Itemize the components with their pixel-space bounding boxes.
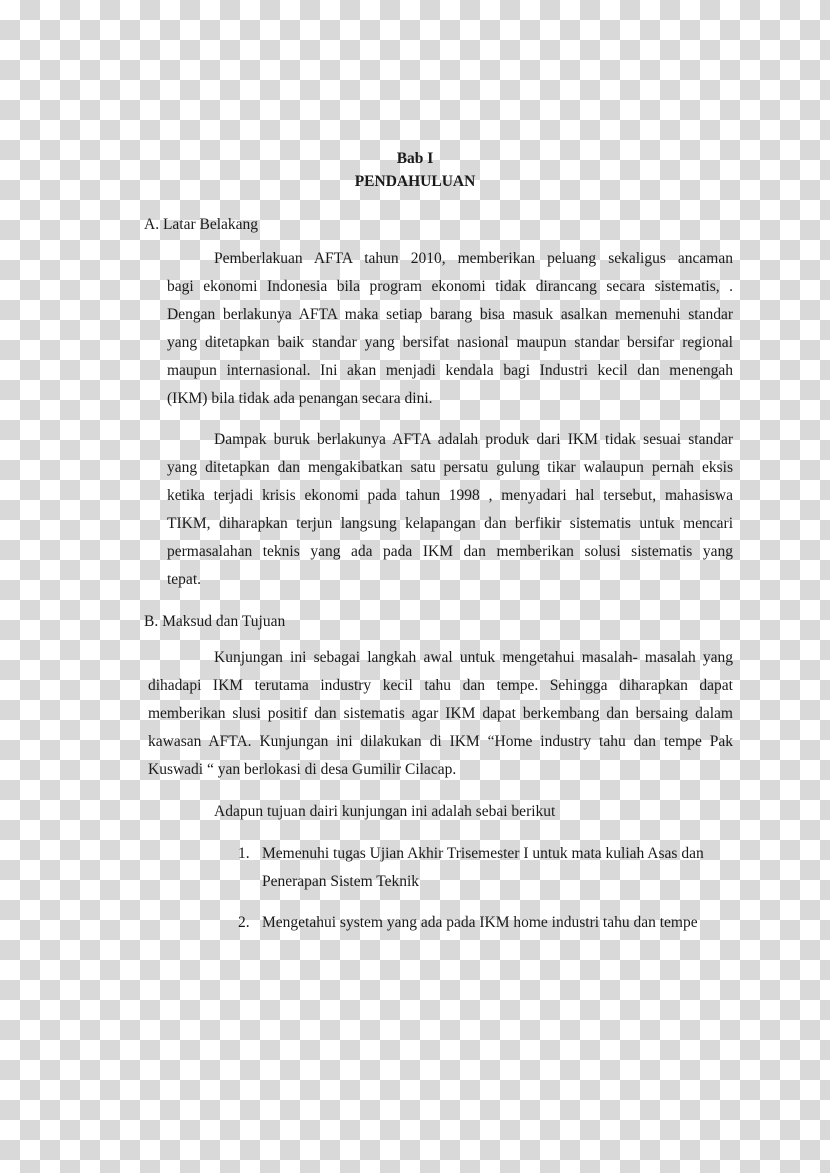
section-b-para1-line: Kuswadi “ yan berlokasi di desa Gumilir Cilacap.	[148, 761, 457, 778]
section-a-para1-line: Dengan berlakunya AFTA maka setiap barang bisa masuk asalkan memenuhi standar	[167, 306, 733, 323]
list-item-number: 1.	[238, 845, 250, 862]
section-b-para1-line: Kunjungan ini sebagai langkah awal untuk mengetahui masalah- masalah yang	[214, 649, 733, 666]
section-a-para2-line: yang ditetapkan dan mengakibatkan satu persatu gulung tikar walaupun pernah eksis	[167, 459, 733, 476]
chapter-title: PENDAHULUAN	[354, 173, 476, 190]
list-item-text: Memenuhi tugas Ujian Akhir Trisemester I untuk mata kuliah Asas dan	[262, 845, 704, 862]
section-a-para2-line: tepat.	[167, 571, 201, 588]
list-item-number: 2.	[238, 914, 250, 931]
chapter-number: Bab I	[396, 150, 434, 167]
section-a-heading: A. Latar Belakang	[144, 216, 259, 233]
section-a-para1-line: maupun internasional. Ini akan menjadi kendala bagi Industri kecil dan menengah	[167, 362, 733, 379]
section-b-intro: Adapun tujuan dairi kunjungan ini adalah sebai berikut	[214, 803, 556, 820]
section-b-para1-line: dihadapi IKM terutama industry kecil tahu dan tempe. Sehingga diharapkan dapat	[148, 677, 733, 694]
list-item-text: Penerapan Sistem Teknik	[262, 873, 420, 890]
section-a-para1-line: (IKM) bila tidak ada penangan secara dini.	[167, 390, 433, 407]
section-b-heading: B. Maksud dan Tujuan	[144, 613, 286, 630]
section-b-para1-line: memberikan slusi positif dan sistematis agar IKM dapat berkembang dan bersaing dalam	[148, 705, 733, 722]
section-b-para1-line: kawasan AFTA. Kunjungan ini dilakukan di IKM “Home industry tahu dan tempe Pak	[148, 733, 733, 750]
section-a-para2-line: ketika terjadi krisis ekonomi pada tahun 1998 , menyadari hal tersebut, mahasiswa	[167, 487, 733, 504]
section-a-para2-line: permasalahan teknis yang ada pada IKM dan memberikan solusi sistematis yang	[167, 543, 733, 560]
section-a-para1-line: bagi ekonomi Indonesia bila program ekonomi tidak dirancang secara sistematis, .	[167, 278, 733, 295]
section-a-para2-line: Dampak buruk berlakunya AFTA adalah produk dari IKM tidak sesuai standar	[214, 431, 733, 448]
section-a-para1-line: yang ditetapkan baik standar yang bersifat nasional maupun standar bersifar regional	[167, 334, 733, 351]
list-item-text: Mengetahui system yang ada pada IKM home industri tahu dan tempe	[262, 914, 698, 931]
section-a-para2-line: TIKM, diharapkan terjun langsung kelapangan dan berfikir sistematis untuk mencari	[167, 515, 733, 532]
section-a-para1-line: Pemberlakuan AFTA tahun 2010, memberikan peluang sekaligus ancaman	[214, 250, 733, 267]
